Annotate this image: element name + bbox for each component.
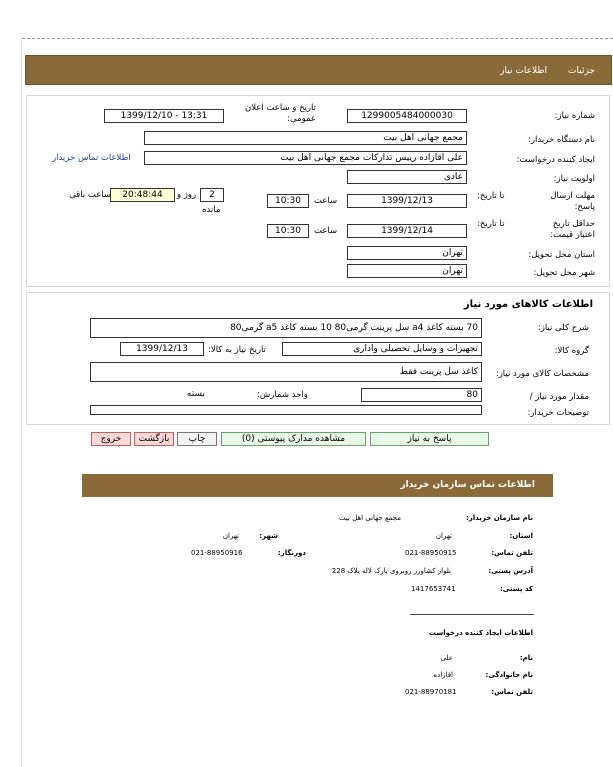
price-validity-time-label: ساعت	[314, 226, 338, 236]
requester-family-value: اقازاده	[433, 671, 453, 679]
goods-section-title: اطلاعات کالاهای مورد نیاز	[463, 299, 593, 310]
tab-details[interactable]: جزئیات	[568, 66, 595, 76]
contact-address-value: بلوار کشاورز روبروی پارک لاله پلاک 228	[331, 567, 451, 575]
goods-desc-field: 70 بسته کاغذ a4 سل پرینت گرمی80 10 بسته کاغذ a5 گرمی80	[90, 318, 482, 338]
send-deadline-label: مهلت ارسال پاسخ:	[550, 191, 595, 212]
left-border	[21, 38, 22, 767]
contact-org-value: مجمع جهانی اهل بیت	[338, 514, 401, 522]
goods-qty-label: مقدار مورد نیاز /	[529, 392, 589, 402]
remaining-label-b: مانده	[202, 205, 221, 215]
header-bar	[25, 55, 612, 85]
contact-postal-label: کد پستی:	[499, 585, 533, 593]
announce-label: تاریخ و ساعت اعلان عمومی:	[244, 103, 316, 124]
price-validity-label: حداقل تاریخ اعتبار قیمت:	[550, 219, 595, 240]
remaining-label-a: ساعت باقی	[69, 190, 111, 200]
buyer-contact-link[interactable]: اطلاعات تماس خریدار	[52, 153, 131, 163]
requester-family-label: نام خانوادگی:	[485, 671, 533, 679]
days-label: روز و	[177, 190, 197, 200]
contact-phone-label: تلفن تماس:	[491, 549, 533, 557]
creator-label: ایجاد کننده درخواست:	[516, 155, 595, 165]
price-validity-until-label: تا تاریخ:	[477, 219, 505, 229]
top-dashed-divider	[22, 38, 613, 39]
send-deadline-time-label: ساعت	[314, 196, 338, 206]
need-number-field: 1299005484000030	[347, 109, 467, 123]
goods-group-field: تجهیزات و وسایل تحصیلی واداری	[282, 342, 482, 356]
send-deadline-time-field: 10:30	[267, 194, 309, 208]
contact-city-value: تهران	[222, 532, 239, 540]
province-label: استان محل تحویل:	[528, 250, 595, 260]
remaining-time-field: 20:48:44	[110, 188, 175, 202]
price-validity-time-field: 10:30	[267, 224, 309, 238]
unit-field: بسته	[90, 388, 208, 402]
priority-field: عادی	[347, 170, 467, 184]
exit-button[interactable]: خروج	[91, 432, 131, 446]
contact-title: اطلاعات تماس سازمان خریدار	[400, 480, 535, 490]
contact-header-bar	[82, 474, 553, 497]
goods-desc-label: شرح کلی نیاز:	[537, 323, 589, 333]
back-button[interactable]: بازگشت	[134, 432, 174, 446]
print-button[interactable]: چاپ	[177, 432, 217, 446]
announce-datetime-field: 1399/12/10 - 13:31	[104, 109, 224, 123]
priority-label: اولویت نیاز:	[553, 174, 595, 184]
buyer-name-field: مجمع جهانی اهل بیت	[144, 131, 467, 145]
requester-title: اطلاعات ایجاد کننده درخواست	[428, 629, 533, 637]
buyer-notes-label: توضیحات خریدار:	[527, 408, 589, 418]
need-date-field: 1399/12/13	[120, 342, 204, 356]
city-label: شهر محل تحویل:	[533, 268, 595, 278]
goods-group-label: گروه کالا:	[554, 346, 589, 356]
buyer-name-label: نام دستگاه خریدار:	[528, 135, 595, 145]
requester-name-value: علی	[440, 654, 453, 662]
creator-field: علی اقازاده رییس تدارکات مجمع جهانی اهل بیت	[144, 151, 467, 165]
send-deadline-date-field: 1399/12/13	[347, 194, 467, 208]
send-deadline-until-label: تا تاریخ:	[477, 191, 505, 201]
requester-phone-label: تلفن تماس:	[491, 688, 533, 696]
contact-fax-label: دورنگار:	[277, 549, 306, 557]
price-validity-date-field: 1399/12/14	[347, 224, 467, 238]
reply-button[interactable]: پاسخ به نیاز	[370, 432, 489, 446]
contact-address-label: آدرس پستی:	[488, 567, 533, 575]
contact-phone-value: 021-88950915	[405, 549, 457, 557]
need-number-label: شماره نیاز:	[554, 111, 595, 121]
tab-need-info[interactable]: اطلاعات نیاز	[500, 66, 547, 76]
contact-postal-value: 1417653741	[411, 585, 456, 593]
contact-city-label: شهر:	[259, 532, 278, 540]
contact-separator	[410, 614, 534, 615]
requester-name-label: نام:	[519, 654, 533, 662]
view-attachments-button[interactable]: مشاهده مدارک پیوستی (0)	[221, 432, 366, 446]
requester-phone-value: 021-88970181	[405, 688, 457, 696]
goods-spec-field: کاغذ سل پرینت فقط	[90, 362, 482, 382]
contact-fax-value: 021-88950916	[191, 549, 243, 557]
goods-spec-label: مشخصات کالای مورد نیاز:	[495, 369, 589, 379]
contact-province-value: تهران	[435, 532, 452, 540]
days-remaining-field: 2	[200, 188, 224, 202]
goods-qty-field: 80	[361, 388, 482, 402]
province-field: تهران	[347, 246, 467, 260]
unit-label: واحد شمارش:	[257, 390, 308, 400]
contact-province-label: استان:	[509, 532, 533, 540]
buyer-notes-field	[90, 405, 482, 415]
need-date-label: تاریخ نیاز به کالا:	[208, 345, 266, 355]
contact-org-label: نام سازمان خریدار:	[465, 514, 533, 522]
city-field: تهران	[347, 264, 467, 278]
